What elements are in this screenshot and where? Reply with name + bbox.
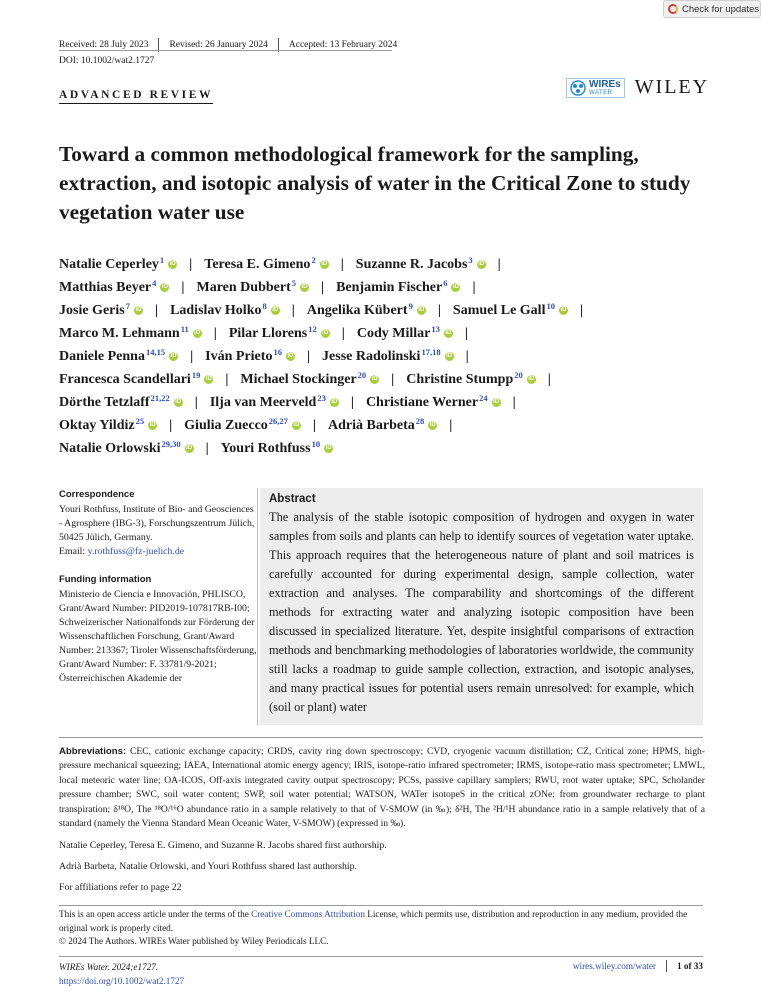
author-name: Cody Millar [356,325,431,341]
wiley-wordmark: WILEY [634,76,710,98]
affiliation-number[interactable]: 3 [468,254,473,265]
orcid-icon[interactable]: iD [149,422,156,428]
author-separator: | [341,325,345,341]
author [406,369,535,388]
header-rule [59,50,392,51]
revised-date: Revised: 26 January 2024 [169,40,268,50]
author [59,277,169,296]
author-name: Maren Dubbert [196,279,291,295]
author-separator: | [512,394,516,410]
author [59,392,183,411]
affiliation-number[interactable]: 2 [311,254,316,265]
update-icon [668,4,678,14]
affiliation-number[interactable]: 28 [415,415,425,426]
author-name: Pilar Llorens [228,325,308,341]
open-access-rule [59,905,703,906]
author [59,300,143,319]
author-separator: | [189,256,193,272]
orcid-icon[interactable]: iD [528,376,535,382]
affiliation-number[interactable]: 24 [479,392,488,403]
author-name: Michael Stockinger [240,371,357,387]
author-separator: | [306,348,311,364]
cc-by-link[interactable]: Creative Commons Attribution [251,909,365,919]
first-authorship-note: Natalie Ceperley, Teresa E. Gimeno, and Suzanne R. Jacobs shared first authorship. [59,840,387,851]
footer-citation [59,960,184,988]
orcid-icon[interactable]: iD [331,399,338,405]
check-for-updates-label: Check for updates [682,3,760,15]
correspondence-email: Email: y.rothfuss@fz-juelich.de [59,546,185,557]
abstract-heading: Abstract [269,493,316,505]
author [228,323,330,342]
article-title: Toward a common methodological framework for the sampling, extraction, and isotopic analysis of water in the Critical Zone to study vegetation water use [59,142,691,224]
orcid-icon[interactable]: iD [272,307,279,313]
publisher-logo[interactable] [566,76,709,99]
affiliation-number[interactable]: 9 [408,300,413,311]
author-name: Natalie Ceperley [59,256,159,272]
author [196,277,309,296]
check-for-updates-button[interactable] [663,0,761,18]
doi-link[interactable]: https://doi.org/10.1002/wat2.1727 [59,976,185,986]
orcid-icon[interactable]: iD [321,261,328,267]
author [184,415,301,434]
author-separator: | [547,371,551,387]
received-date: Received: 28 July 2023 [59,40,149,50]
author-name: Marco M. Lehmann [59,325,180,341]
author-name: Adrià Barbeta [328,417,415,433]
author [355,254,486,273]
author-name: Christiane Werner [365,394,479,410]
author-name: Jesse Radolinski [322,348,421,364]
affiliation-number[interactable]: 12 [308,323,317,334]
author-row [59,322,709,345]
author-name: Ilja van Meerveld [209,394,317,410]
orcid-icon[interactable]: iD [301,284,308,290]
abbreviations [59,745,705,831]
affiliation-number[interactable]: 20 [357,369,367,380]
wires-wordmark: WIREs [589,78,621,90]
open-access-notice: This is an open access article under the terms of the Creative Commons Attribution License, which permits use, distribution and reproduction in any medium, provided the original work is properly cited. © 2024 The Authors. WIREs Water published by Wiley Periodicals LLC. [59,909,688,946]
orcid-icon[interactable]: iD [446,353,453,359]
affiliation-number[interactable]: 21,22 [150,392,170,403]
wires-globe-icon [570,80,586,96]
author-name: Daniele Penna [59,348,145,364]
correspondence-heading: Correspondence [59,489,135,500]
author-name: Josie Geris [59,302,125,318]
wires-subtitle: WATER [589,89,613,96]
author-name: Oktay Yildiz [59,417,135,433]
abstract-box [260,488,703,725]
orcid-icon[interactable]: iD [478,261,485,267]
author [452,300,568,319]
author-separator: | [213,325,217,341]
copyright: © 2024 The Authors. WIREs Water published by Wiley Periodicals LLC. [59,936,329,946]
author-name: Ladislav Holko [170,302,262,318]
author-separator: | [472,279,476,295]
author [336,277,460,296]
author [365,392,501,411]
affiliation-number[interactable]: 26,27 [268,415,288,426]
funding-text: Ministerio de Ciencia e Innovación, PHLISCO, Grant/Award Number: PID2019-107817RB-I00; Schweizerischer Nationalfonds zur Förderung der Wissenschaftlichen Forschung, Grant/Award Number: 213367; Tiroler Wissenschaftsförderung, Grant/Award Number: F. 33781/9-2021; Österreichischen Akademie der [59,589,257,684]
orcid-icon[interactable]: iD [194,330,201,336]
author-separator: | [225,371,229,387]
author-separator: | [181,279,185,295]
affiliation-number[interactable]: 19 [191,369,201,380]
orcid-icon[interactable]: iD [205,376,212,382]
affiliation-number[interactable]: 10 [546,300,555,311]
author-separator: | [312,417,317,433]
affiliation-number[interactable]: 20 [514,369,523,380]
author [59,415,157,434]
orcid-icon[interactable]: iD [418,307,425,313]
author [240,369,379,388]
author-separator: | [169,417,173,433]
author-separator: | [320,279,325,295]
orcid-icon[interactable]: iD [170,353,177,359]
author-name: Benjamin Fischer [336,279,443,295]
author [306,300,426,319]
author-name: Dörthe Tetzlaff [59,394,150,410]
author [205,346,295,365]
author [322,346,454,365]
affiliation-number[interactable]: 25 [135,415,145,426]
affiliation-number[interactable]: 16 [273,346,282,357]
author-name: Youri Rothfuss [220,440,311,456]
author [59,346,178,365]
abbreviations-label: Abbreviations: [59,746,127,757]
footer-rule [59,956,703,957]
orcid-icon[interactable]: iD [445,330,452,336]
last-authorship-note: Adrià Barbeta, Natalie Orlowski, and Youri Rothfuss shared last authorship. [59,861,357,872]
author [328,415,437,434]
orcid-icon[interactable]: iD [186,445,193,451]
author-row [59,253,709,276]
orcid-icon[interactable]: iD [135,307,142,313]
author [220,438,333,457]
email-link[interactable]: y.rothfuss@fz-juelich.de [87,546,185,557]
author-separator: | [190,348,194,364]
correspondence-text: Youri Rothfuss, Institute of Bio- and Geosciences - Agrosphere (IBG-3), Forschungszentrum Jülich, 50425 Jülich, Germany. [59,504,255,543]
author-separator: | [350,394,354,410]
divider [666,960,667,972]
author-row [59,437,709,460]
author-separator: | [437,302,441,318]
author-name: Matthias Beyer [59,279,152,295]
affiliation-number[interactable]: 23 [317,392,326,403]
author-name: Teresa E. Gimeno [204,256,311,272]
author-row [59,368,709,391]
journal-citation: WIREs Water. 2024;e1727. [59,962,159,972]
affiliation-number[interactable]: 29,30 [161,438,181,449]
affiliation-number[interactable]: 1 [159,254,165,265]
affiliation-number[interactable]: 17,18 [421,346,441,357]
author-name: Samuel Le Gall [452,302,546,318]
doi: DOI: 10.1002/wat2.1727 [59,56,155,66]
affiliation-number[interactable]: 7 [125,300,130,311]
author [59,438,194,457]
author-row [59,276,709,299]
author-name: Suzanne R. Jacobs [355,256,468,272]
orcid-icon[interactable]: iD [429,422,436,428]
affiliation-number[interactable]: 11 [180,323,189,334]
accepted-date: Accepted: 13 February 2024 [288,40,398,50]
orcid-icon[interactable]: iD [493,399,500,405]
author-separator: | [449,417,453,433]
abstract-text: The analysis of the stable isotopic composition of hydrogen and oxygen in water samples from soils and plants can help to identify sources of vegetation water uptake. This approach requires that the heterogeneous nature of plant and soil matrices is carefully accounted for during experimental design, sample collection, water extraction and analyses. The comparability and shortcomings of the different methods for extracting water and analyzing isotopic composition have been discussed in specialized literature. Yet, despite insightful comparisons of extraction methods and benchmarking methodologies of laboratories worldwide, the community still lacks a roadmap to guide sample collection, extraction, and isotopic analyses, and many practical issues for potential users remain unresolved: for example, which (soil or plant) water [269,510,694,714]
orcid-icon[interactable]: iD [560,307,567,313]
left-column [59,488,259,686]
affiliations-note: For affiliations refer to page 22 [59,882,182,893]
author-row [59,391,709,414]
affiliation-number[interactable]: 5 [291,277,296,288]
author [59,254,177,273]
affiliation-number[interactable]: 6 [443,277,448,288]
orcid-icon[interactable]: iD [322,330,329,336]
author-separator: | [465,348,469,364]
abbreviations-rule [59,737,703,738]
affiliation-number[interactable]: 13 [431,323,440,334]
journal-site-link[interactable]: wires.wiley.com/water [572,961,656,971]
author-separator: | [340,256,344,272]
abbreviations-text: CEC, cationic exchange capacity; CRDS, cavity ring down spectroscopy; CVD, cryogenic vacuum distillation; CZ, Critical zone; HPMS, high-pressure mechanical squeezing; IAEA, International atomic energy agency; IRIS, isotope-ratio infrared spectrometer; IRMS, isotope-ratio mass spectrometer; LMWL, local meteoric water line; OA-ICOS, Off-axis integrated cavity output spectroscopy; PCSs, passive capillary samplers; RWU, root water uptake; SPC, Scholander pressure chamber; SWC, soil water content; SWP, soil water potential; WATSON, WATer isotopeS in the critical zONe: from groundwater recharge to plant transpiration; δ¹⁸O, The ¹⁸O/¹⁶O abundance ratio in a sample relatively to that of V-SMOW (in ‰); δ²H, The ²H/¹H abundance ratio in a sample relatively that of a standard (namely the Vienna Standard Mean Oceanic Water, V-SMOW) (expressed in ‰). [59,746,705,830]
author [209,392,339,411]
author-separator: | [291,302,295,318]
orcid-icon[interactable]: iD [161,284,168,290]
footer-right [573,960,703,972]
author [59,323,202,342]
affiliation-number[interactable]: 4 [152,277,157,288]
author-name: Giulia Zuecco [184,417,268,433]
funding-heading: Funding information [59,574,152,585]
page-number: 1 of 33 [676,961,703,971]
orcid-icon[interactable]: iD [452,284,459,290]
orcid-icon[interactable]: iD [175,399,182,405]
author-separator: | [579,302,584,318]
affiliation-number[interactable]: 8 [262,300,267,311]
wires-logo [566,78,625,98]
author-separator: | [194,394,198,410]
orcid-icon[interactable]: iD [169,261,176,267]
author-separator: | [205,440,209,456]
affiliation-number[interactable]: 10 [311,438,321,449]
author-name: Natalie Orlowski [59,440,161,456]
affiliation-number[interactable]: 14,15 [145,346,166,357]
author-name: Iván Prieto [205,348,273,364]
author-separator: | [391,371,395,387]
orcid-icon[interactable]: iD [287,353,294,359]
author-name: Angelika Kübert [306,302,408,318]
author-list [59,253,709,460]
author [356,323,453,342]
author-name: Christine Stumpp [406,371,514,387]
author [59,369,213,388]
author-separator: | [154,302,159,318]
author [204,254,328,273]
author-row [59,414,709,437]
column-divider [257,488,258,725]
orcid-icon[interactable]: iD [325,445,332,451]
author-row [59,345,709,368]
orcid-icon[interactable]: iD [293,422,300,428]
author-row [59,299,709,322]
author-name: Francesca Scandellari [59,371,191,387]
author-separator: | [497,256,501,272]
author-separator: | [464,325,468,341]
author [170,300,280,319]
article-type: ADVANCED REVIEW [59,89,213,104]
orcid-icon[interactable]: iD [371,376,378,382]
